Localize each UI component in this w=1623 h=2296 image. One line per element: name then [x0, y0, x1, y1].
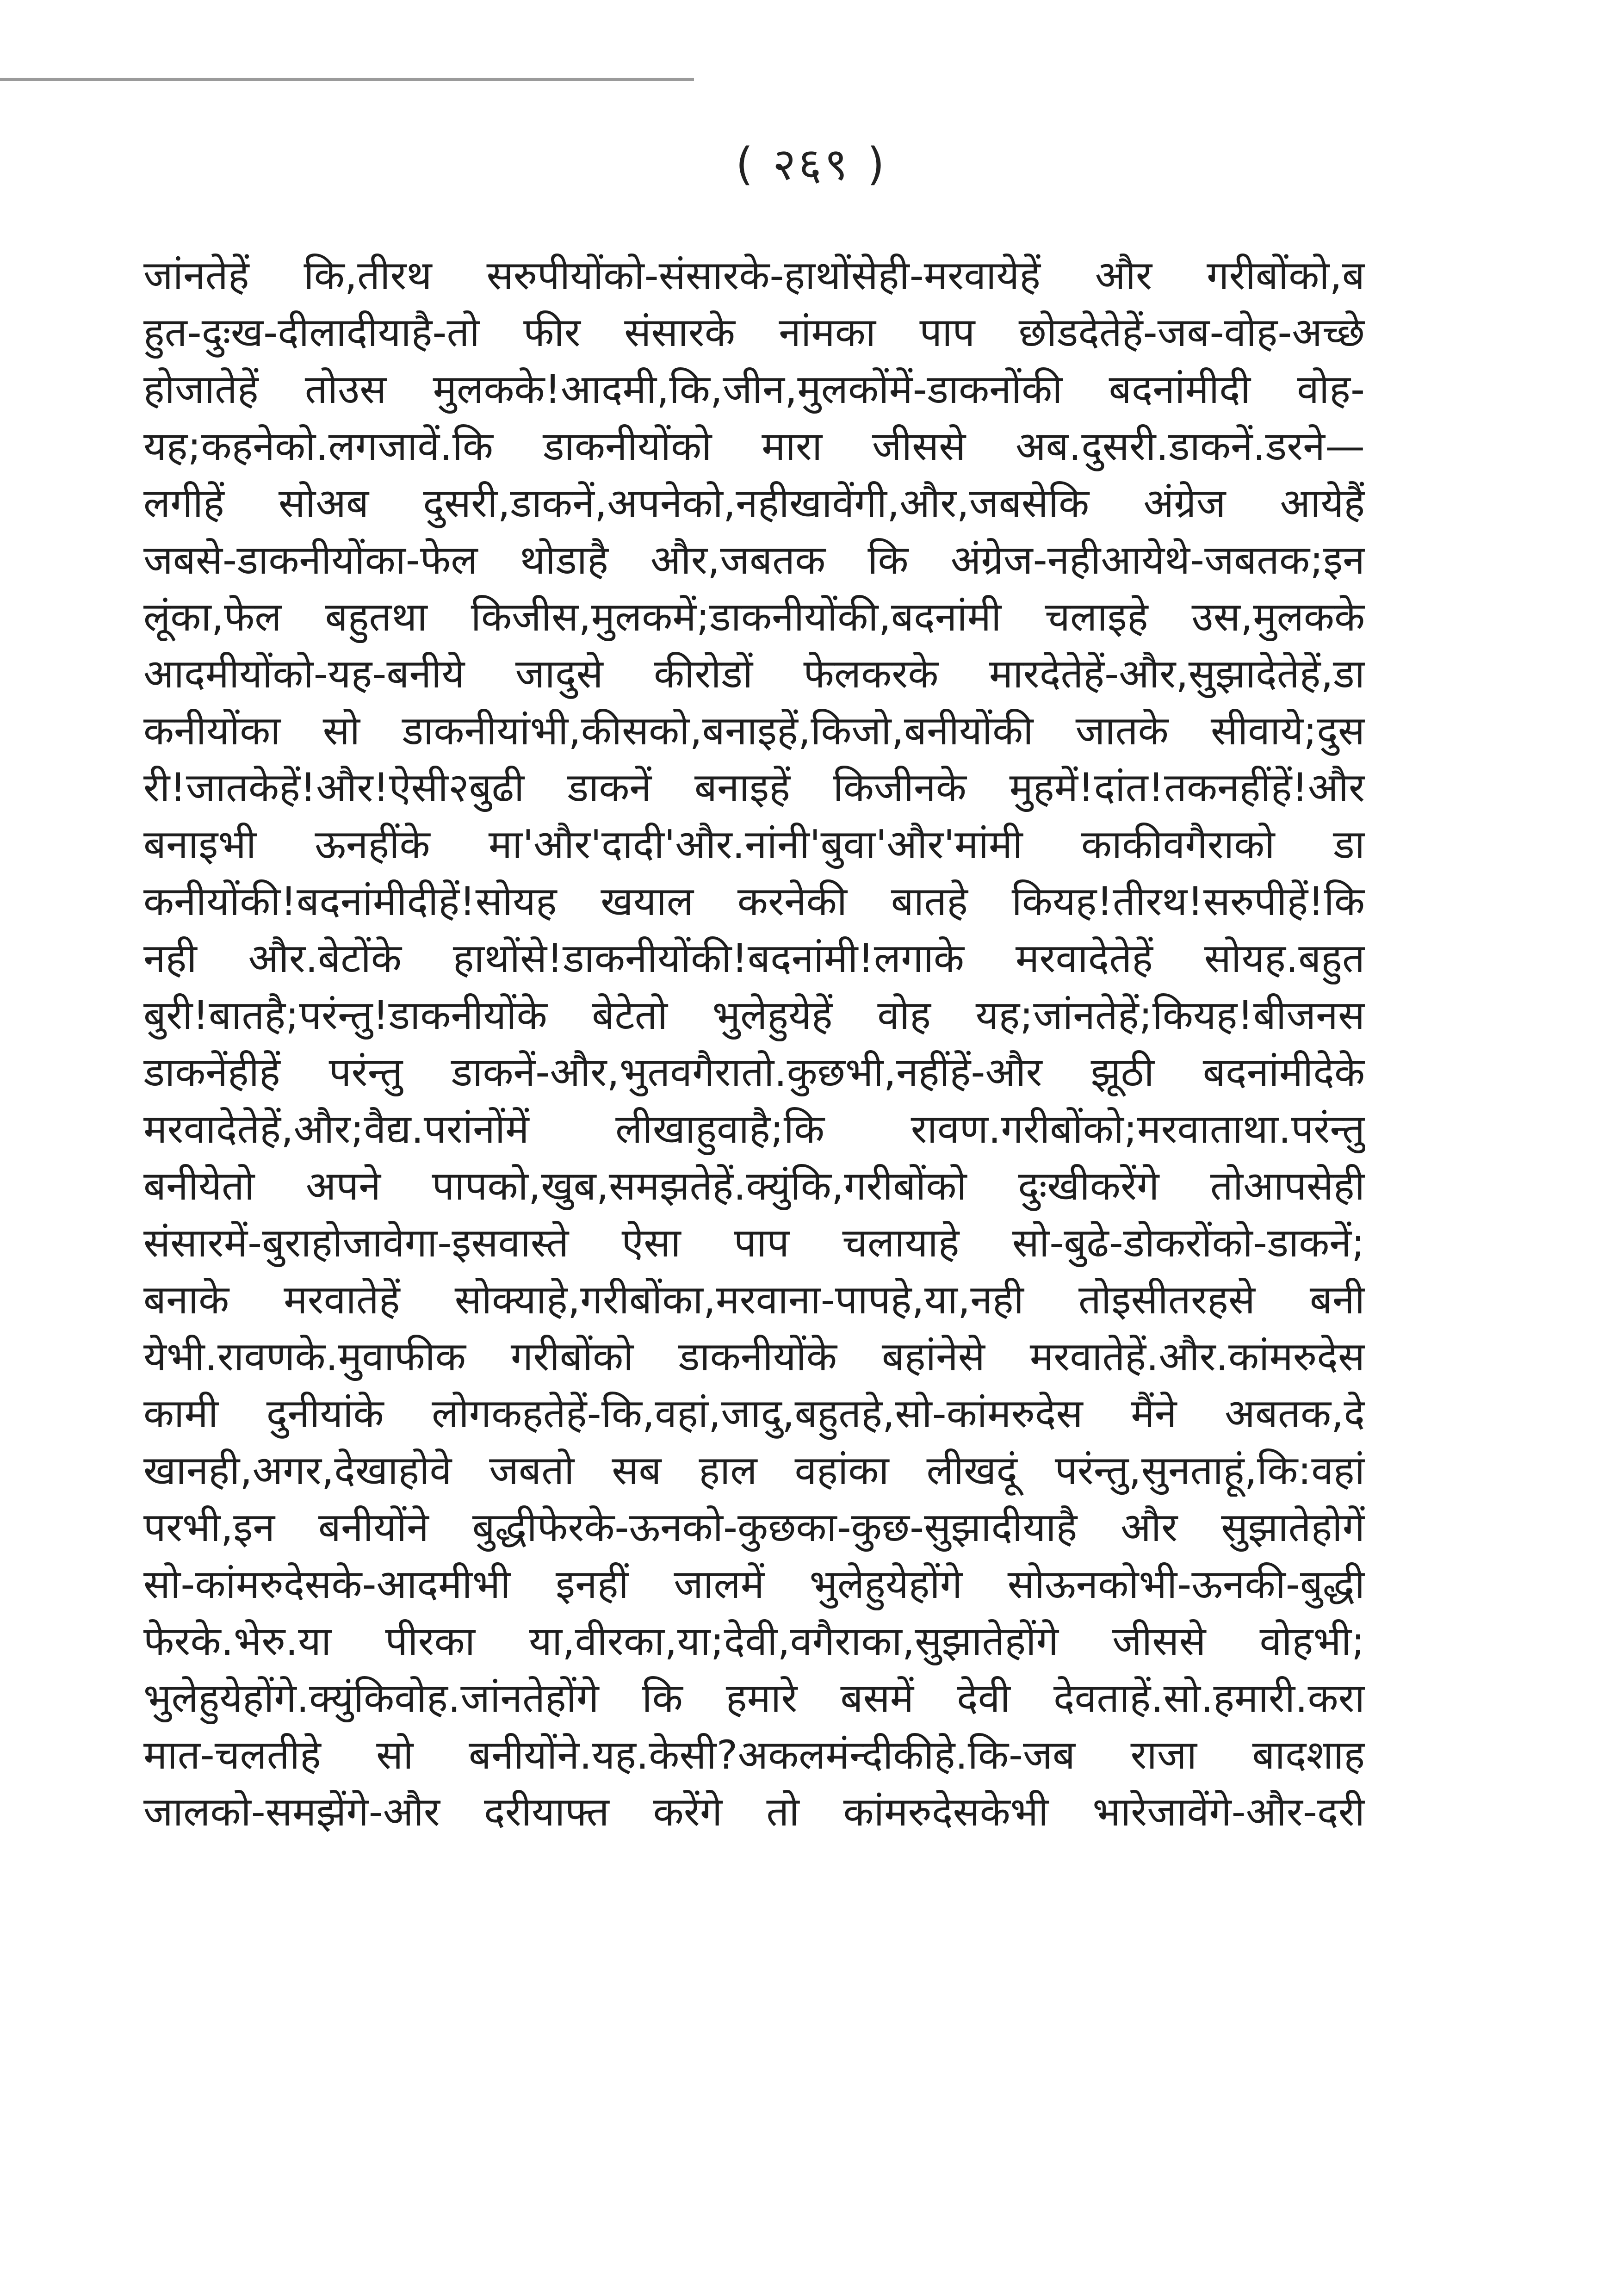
text-line: फेरके.भेरु.या पीरका या,वीरका,या;देवी,वगैराका,सुझातेहोंगे जीससे वोहभी; — [143, 1618, 1365, 1665]
text-line: जबसे-डाकनीयोंका-फेल थोडाहै और,जबतक कि अंग्रेज-नहीआयेथे-जबतक;इन — [143, 537, 1365, 583]
text-line: खानही,अगर,देखाहोवे जबतो सब हाल वहांका लीखदूं परंन्तु,सुनताहूं,कि:वहां — [143, 1448, 1365, 1494]
page-text-body — [143, 250, 1365, 1843]
text-line: कनीयोंकी!बदनांमीदीहें!सोयह खयाल करनेकी बातहे कियह!तीरथ!सरुपीहें!कि — [143, 879, 1365, 925]
text-line: बनाके मरवातेहें सोक्याहे,गरीबोंका,मरवाना-पापहे,या,नही तोइसीतरहसे बनी — [143, 1277, 1365, 1323]
text-line: लगीहें सोअब दुसरी,डाकनें,अपनेको,नहीखावेंगी,और,जबसेकि अंग्रेज आयेहैं — [143, 480, 1365, 526]
text-line: मरवादेतेहें,और;वैद्य.परांनोंमें लीखाहुवाहै;कि रावण.गरीबोंको;मरवाताथा.परंन्तु — [143, 1106, 1365, 1152]
text-line: भुलेहुयेहोंगे.क्युंकिवोह.जांनतेहोंगे कि हमारे बसमें देवी देवताहें.सो.हमारी.करा — [143, 1675, 1365, 1721]
text-line: नही और.बेटोंके हाथोंसे!डाकनीयोंकी!बदनांमी!लगाके मरवादेतेहें सोयह.बहुत — [143, 935, 1365, 982]
text-line: कनीयोंका सो डाकनीयांभी,कीसको,बनाइहें,किजो,बनीयोंकी जातके सीवाये;दुस — [143, 708, 1365, 754]
text-line: जांनतेहें कि,तीरथ सरुपीयोंको-संसारके-हाथोंसेही-मरवायेहें और गरीबोंको,ब — [143, 253, 1365, 299]
text-line: री!जातकेहें!और!ऐसी२बुढी डाकनें बनाइहें किजीनके मुहमें!दांत!तकनहींहें!और — [143, 765, 1365, 811]
text-line: बनाइभी ऊनहींके मा'और'दादी'और.नांनी'बुवा'और'मांमी काकीवगैराको डा — [143, 822, 1365, 868]
text-line: होजातेहें तोउस मुलकके!आदमी,कि,जीन,मुलकोंमें-डाकनोंकी बदनांमीदी वोह- — [143, 366, 1365, 413]
text-line: येभी.रावणके.मुवाफीक गरीबोंको डाकनीयोंके बहांनेसे मरवातेहें.और.कांमरुदेस — [143, 1334, 1365, 1380]
text-line: यह;कहनेको.लगजावें.कि डाकनीयोंको मारा जीससे अब.दुसरी.डाकनें.डरने— — [143, 423, 1365, 470]
text-line: डाकनेंहीहें परंन्तु डाकनें-और,भुतवगैरातो.कुछभी,नहींहें-और झूठी बदनांमीदेके — [143, 1049, 1365, 1095]
text-line: कामी दुनीयांके लोगकहतेहें-कि,वहां,जादु,बहुतहे,सो-कांमरुदेस मैंने अबतक,दे — [143, 1391, 1365, 1437]
text-line: बनीयेतो अपने पापको,खुब,समझतेहें.क्युंकि,गरीबोंको दुःखीकरेंगे तोआपसेही — [143, 1163, 1365, 1209]
text-line: परभी,इन बनीयोंने बुद्धीफेरके-ऊनको-कुछका-कुछ-सुझादीयाहै और सुझातेहोगें — [143, 1504, 1365, 1551]
text-line: बुरी!बातहै;परंन्तु!डाकनीयोंके बेटेतो भुलेहुयेहें वोह यह;जांनतेहें;कियह!बीजनस — [143, 992, 1365, 1039]
top-rule — [0, 78, 694, 81]
text-line: सो-कांमरुदेसके-आदमीभी इनहीं जालमें भुलेहुयेहोंगे सोऊनकोभी-ऊनकी-बुद्धी — [143, 1561, 1365, 1608]
text-line: जालको-समझेंगे-और दरीयाफ्त करेंगे तो कांमरुदेसकेभी भारेजावेंगे-और-दरी — [143, 1789, 1365, 1835]
text-line: आदमीयोंको-यह-बनीये जादुसे कीरोडों फेलकरके मारदेतेहें-और,सुझादेतेहें,डा — [143, 651, 1365, 697]
page-number: ( २६९ ) — [736, 138, 887, 190]
text-line: हुत-दुःख-दीलादीयाहै-तो फीर संसारके नांमका पाप छोडदेतेहें-जब-वोह-अच्छे — [143, 309, 1365, 356]
text-line: लूंका,फेल बहुतथा किजीस,मुलकमें;डाकनीयोंकी,बदनांमी चलाइहे उस,मुलकके — [143, 594, 1365, 640]
text-line: संसारमें-बुराहोजावेगा-इसवास्ते ऐसा पाप चलायाहे सो-बुढे-डोकरोंको-डाकनें; — [143, 1220, 1365, 1266]
text-line: मात-चलतीहे सो बनीयोंने.यह.केसी?अकलमंन्दीकीहे.कि-जब राजा बादशाह — [143, 1732, 1365, 1778]
